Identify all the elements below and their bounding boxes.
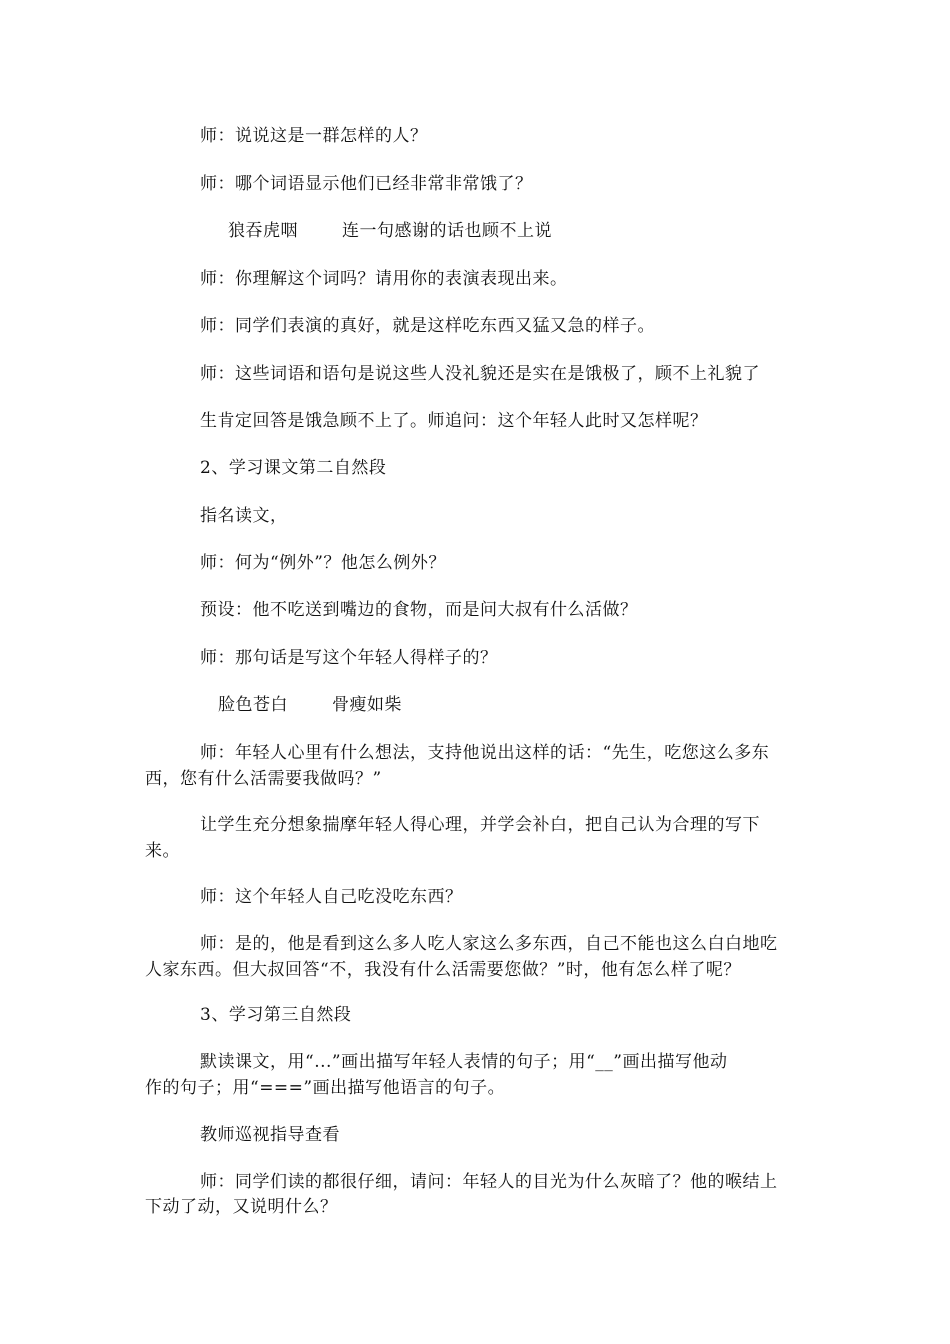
text-line: 生肯定回答是饿急顾不上了。师追问：这个年轻人此时又怎样呢？ (200, 411, 708, 431)
phrase: 骨瘦如柴 (332, 695, 402, 715)
text-line: 师：何为“例外”？他怎么例外？ (200, 553, 446, 573)
section-heading: 3、学习第三自然段 (200, 1005, 352, 1025)
text-line: 师：这些词语和语句是说这些人没礼貌还是实在是饿极了，顾不上礼貌了 (200, 364, 760, 384)
text-line: 师：这个年轻人自己吃没吃东西？ (200, 887, 463, 907)
text-line: 让学生充分想象揣摩年轻人得心理，并学会补白，把自己认为合理的写下 (200, 815, 760, 835)
text-line: 人家东西。但大叔回答“不，我没有什么活需要您做？”时，他有怎么样了呢？ (145, 960, 741, 980)
text-line: 下动了动，又说明什么？ (145, 1197, 338, 1217)
text-line: 作的句子；用“===”画出描写他语言的句子。 (145, 1078, 506, 1098)
text-line: 师：年轻人心里有什么想法，支持他说出这样的话：“先生，吃您这么多东 (200, 743, 770, 763)
text-line: 师：同学们表演的真好，就是这样吃东西又猛又急的样子。 (200, 316, 655, 336)
text-line: 教师巡视指导查看 (200, 1125, 340, 1145)
text-line: 师：哪个词语显示他们已经非常非常饿了？ (200, 174, 533, 194)
text-line: 师：那句话是写这个年轻人得样子的？ (200, 648, 498, 668)
phrase: 连一句感谢的话也顾不上说 (342, 221, 552, 241)
text-line: 指名读文， (200, 506, 288, 526)
text-line (228, 220, 552, 242)
text-line: 西，您有什么活需要我做吗？” (145, 769, 382, 789)
text-line: 师：你理解这个词吗？请用你的表演表现出来。 (200, 269, 568, 289)
text-line: 来。 (145, 841, 180, 861)
text-line: 预设：他不吃送到嘴边的食物，而是问大叔有什么活做？ (200, 600, 638, 620)
phrase: 狼吞虎咽 (228, 221, 298, 241)
text-line: 师：同学们读的都很仔细，请问：年轻人的目光为什么灰暗了？他的喉结上 (200, 1172, 778, 1192)
text-line: 师：是的，他是看到这么多人吃人家这么多东西，自己不能也这么白白地吃 (200, 934, 778, 954)
text-line: 默读课文，用“...”画出描写年轻人表情的句子；用“__”画出描写他动 (200, 1052, 728, 1072)
section-heading: 2、学习课文第二自然段 (200, 458, 387, 478)
text-line: 师：说说这是一群怎样的人？ (200, 126, 428, 146)
text-line (218, 694, 402, 716)
phrase: 脸色苍白 (218, 695, 288, 715)
